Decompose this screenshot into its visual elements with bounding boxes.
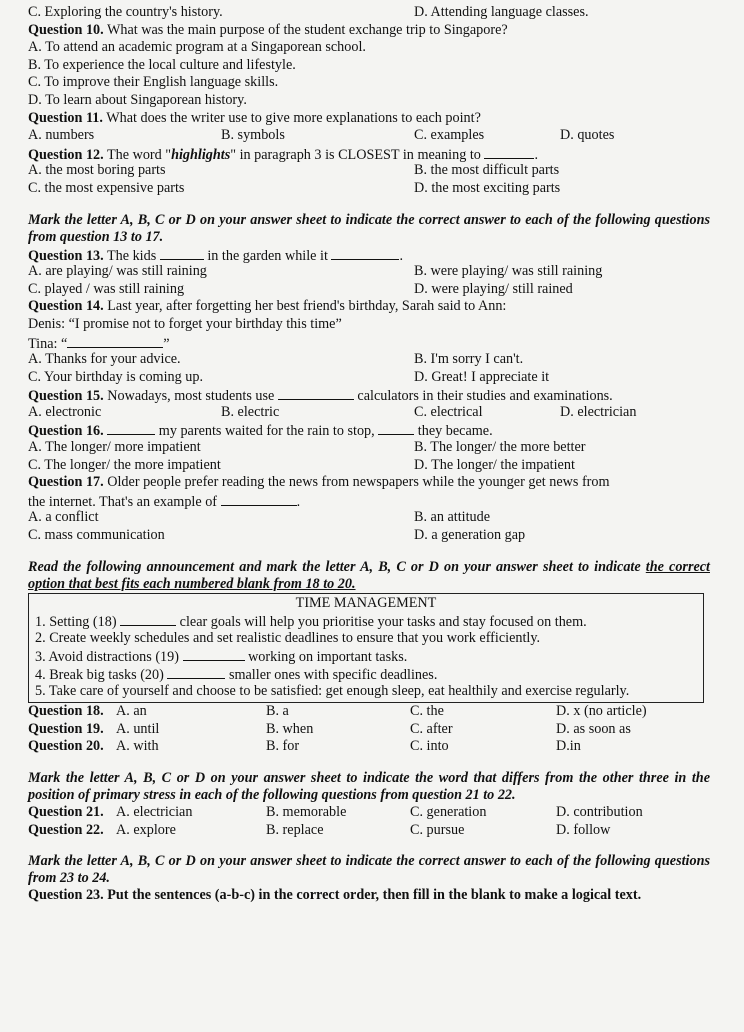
question-label: Question 14.	[28, 298, 104, 315]
option-d: D. electrician	[560, 403, 637, 420]
question-label: Question 23.	[28, 887, 104, 904]
question-label: Question 16.	[28, 423, 104, 440]
question-label: Question 17.	[28, 474, 104, 491]
option-c: C. into	[410, 738, 449, 755]
option-d: D. the most exciting parts	[414, 179, 561, 196]
question-text-pre: The word "	[106, 146, 172, 163]
option-d: D. as soon as	[556, 720, 631, 737]
question-text: What was the main purpose of the student exchange trip to Singapore?	[106, 21, 508, 38]
option-c: C. To improve their English language skills.	[28, 74, 279, 91]
dialogue-line-tina	[28, 334, 710, 352]
option-c: C. after	[410, 720, 453, 737]
dialogue-prefix: Tina: “	[28, 335, 68, 352]
option-a: A. The longer/ more impatient	[28, 439, 201, 456]
q17-options-cd	[28, 527, 710, 545]
option-a: A. a conflict	[28, 509, 99, 526]
question-text: Older people prefer reading the news from newspapers while the younger get news from	[107, 474, 610, 491]
announcement-item-2: 2. Create weekly schedules and set realistic deadlines to ensure that you work efficiently.	[35, 629, 541, 646]
answer-blank	[160, 246, 204, 260]
answer-blank	[183, 647, 245, 661]
option-a: A. explore	[116, 821, 176, 838]
item-text-a: 1. Setting (18)	[35, 614, 117, 631]
label-text: Question 18.	[28, 703, 104, 720]
question-label: Question 13.	[28, 247, 104, 264]
answer-blank	[120, 612, 176, 626]
option-c: C. examples	[414, 127, 485, 144]
q12-options-ab	[28, 162, 710, 180]
dialogue-line-denis: Denis: “I promise not to forget your birthday this time”	[28, 315, 342, 332]
item-text-a: 4. Break big tasks (20)	[35, 667, 164, 683]
question-13: Question 13. The kids in the garden while it .	[28, 247, 403, 264]
highlighted-word: highlights	[171, 146, 231, 163]
option-b: B. symbols	[221, 127, 285, 144]
question-label: Question 10.	[28, 21, 104, 38]
option-b: B. a	[266, 703, 289, 720]
option-c: C. pursue	[410, 821, 465, 838]
option-a: A. electrician	[116, 803, 193, 820]
question-label	[28, 804, 116, 822]
option-b: B. I'm sorry I can't.	[414, 351, 524, 368]
question-16	[28, 421, 710, 439]
option-b: B. memorable	[266, 803, 347, 820]
question-19	[28, 721, 710, 739]
option-d: D. contribution	[556, 803, 643, 820]
option-c: C. The longer/ the more impatient	[28, 456, 221, 473]
q14-options-ab	[28, 351, 710, 369]
option-d: D. x (no article)	[556, 703, 647, 720]
question-17	[28, 474, 710, 492]
instruction-21-22: Mark the letter A, B, C or D on your answer sheet to indicate the word that differs from the other three in the position of primary stress in each of the following questions from question 21 to 22.	[28, 769, 710, 803]
option-b: B. The longer/ the more better	[414, 439, 586, 456]
option-d: D. a generation gap	[414, 527, 526, 544]
question-label	[28, 721, 116, 739]
option-c: C. Your birthday is coming up.	[28, 368, 203, 385]
answer-blank	[331, 246, 399, 260]
answer-blank	[107, 421, 155, 435]
option-b: B. electric	[221, 403, 280, 420]
question-11	[28, 110, 710, 128]
question-17-line2: the internet. That's an example of .	[28, 493, 301, 510]
answer-blank	[67, 334, 163, 348]
q12-options-cd	[28, 180, 710, 198]
option-a: A. numbers	[28, 127, 95, 144]
item-text-b: working on important tasks.	[248, 649, 408, 666]
option-c: C. the most expensive parts	[28, 179, 185, 196]
question-text-a: my parents waited for the rain to stop,	[158, 423, 375, 440]
question-label: Question 11.	[28, 109, 103, 126]
question-text-a: Nowadays, most students use	[107, 388, 275, 405]
option-b: B. for	[266, 738, 300, 755]
question-label: Question 12.	[28, 146, 104, 163]
question-label: Question 15.	[28, 388, 104, 405]
option-a: A. are playing/ was still raining	[28, 263, 207, 280]
question-label	[28, 703, 116, 721]
option-b: B. replace	[266, 821, 324, 838]
question-label	[28, 822, 116, 840]
instruction-18-20	[28, 559, 710, 593]
item-text-a: 3. Avoid distractions (19)	[35, 649, 179, 666]
question-text: Put the sentences (a-b-c) in the correct order, then fill in the blank to make a logical text.	[107, 887, 642, 904]
dialogue-suffix: ”	[163, 335, 170, 352]
q17-options-ab	[28, 509, 710, 527]
q13-options-ab	[28, 263, 710, 281]
label-text: Question 21.	[28, 803, 104, 820]
question-text: Last year, after forgetting her best friend's birthday, Sarah said to Ann:	[107, 298, 507, 315]
question-21	[28, 804, 710, 822]
label-text: Question 20.	[28, 738, 104, 755]
announcement-item-3	[35, 647, 697, 665]
question-text-b: in the garden while it	[207, 247, 328, 264]
instruction-23-24: Mark the letter A, B, C or D on your answer sheet to indicate the correct answer to each of the following questions from 23 to 24.	[28, 853, 710, 887]
option-c: C. the	[410, 703, 444, 720]
question-15	[28, 386, 710, 404]
option-a: A. electronic	[28, 403, 102, 420]
option-d: D. Great! I appreciate it	[414, 368, 550, 385]
option-d: D. To learn about Singaporean history.	[28, 91, 247, 108]
q11-options	[28, 127, 710, 145]
option-b: B. the most difficult parts	[414, 162, 560, 179]
option-d: D. quotes	[560, 127, 615, 144]
instruction-13-17: Mark the letter A, B, C or D on your answer sheet to indicate the correct answer to each of the following questions from question 13 to 17.	[28, 211, 710, 245]
q16-options-ab	[28, 439, 710, 457]
option-b: B. an attitude	[414, 509, 491, 526]
item-text-b: smaller ones with specific deadlines.	[228, 667, 438, 683]
option-a: A. Thanks for your advice.	[28, 351, 181, 368]
question-label	[28, 738, 116, 756]
question-22	[28, 822, 710, 840]
question-text-b: calculators in their studies and examinations.	[357, 388, 613, 405]
option-b: B. To experience the local culture and lifestyle.	[28, 56, 296, 73]
answer-blank	[484, 145, 534, 159]
announcement-item-4	[35, 665, 697, 683]
instruction-text-a: Read the following announcement and mark the letter A, B, C or D on your answer sheet to indicate	[28, 558, 641, 575]
q16-options-cd	[28, 457, 710, 475]
label-text: Question 22.	[28, 821, 104, 838]
option-d: D. follow	[556, 821, 611, 838]
option-a: A. an	[116, 703, 147, 720]
option-d: D. The longer/ the impatient	[414, 456, 575, 473]
answer-blank	[378, 421, 414, 435]
announcement-item-1	[35, 612, 697, 630]
question-23	[28, 887, 710, 905]
question-text-line2: the internet. That's an example of	[28, 493, 218, 510]
option-a: A. To attend an academic program at a Singaporean school.	[28, 39, 366, 56]
option-c: C. played / was still raining	[28, 280, 185, 297]
option-a: A. with	[116, 738, 159, 755]
option-a: A. until	[116, 720, 160, 737]
item-text-b: clear goals will help you prioritise your tasks and stay focused on them.	[179, 614, 587, 631]
q9-options-cd	[28, 4, 710, 22]
q15-options	[28, 404, 710, 422]
question-text: What does the writer use to give more explanations to each point?	[106, 109, 481, 126]
announcement-item-5: 5. Take care of yourself and choose to be satisfied: get enough sleep, eat healthily and exercise regularly.	[35, 682, 630, 699]
answer-blank	[167, 665, 225, 679]
option-c: C. Exploring the country's history.	[28, 4, 223, 20]
question-text-post: " in paragraph 3 is CLOSEST in meaning to	[230, 146, 481, 163]
question-text-a: The kids	[106, 247, 157, 264]
q14-options-cd	[28, 369, 710, 387]
option-a: A. the most boring parts	[28, 162, 166, 179]
instruction-text-b: the correct option that best fits each numbered blank from 18 to 20.	[28, 558, 710, 592]
option-c: C. mass communication	[28, 527, 165, 544]
announcement-box	[28, 593, 704, 704]
answer-blank	[278, 386, 354, 400]
question-10	[28, 22, 710, 40]
question-text-b: they became.	[417, 423, 493, 440]
option-d: D. Attending language classes.	[414, 4, 589, 20]
answer-blank	[221, 492, 297, 506]
announcement-title: TIME MANAGEMENT	[295, 594, 437, 611]
option-c: C. generation	[410, 803, 487, 820]
option-b: B. were playing/ was still raining	[414, 263, 603, 280]
option-d: D.in	[556, 738, 581, 755]
question-18	[28, 703, 710, 721]
option-d: D. were playing/ still rained	[414, 280, 573, 297]
question-12: Question 12. The word "highlights" in paragraph 3 is CLOSEST in meaning to .	[28, 146, 538, 163]
option-c: C. electrical	[414, 403, 483, 420]
q13-options-cd	[28, 281, 710, 299]
label-text: Question 19.	[28, 720, 104, 737]
question-14	[28, 298, 710, 316]
option-b: B. when	[266, 720, 314, 737]
question-20	[28, 738, 710, 756]
